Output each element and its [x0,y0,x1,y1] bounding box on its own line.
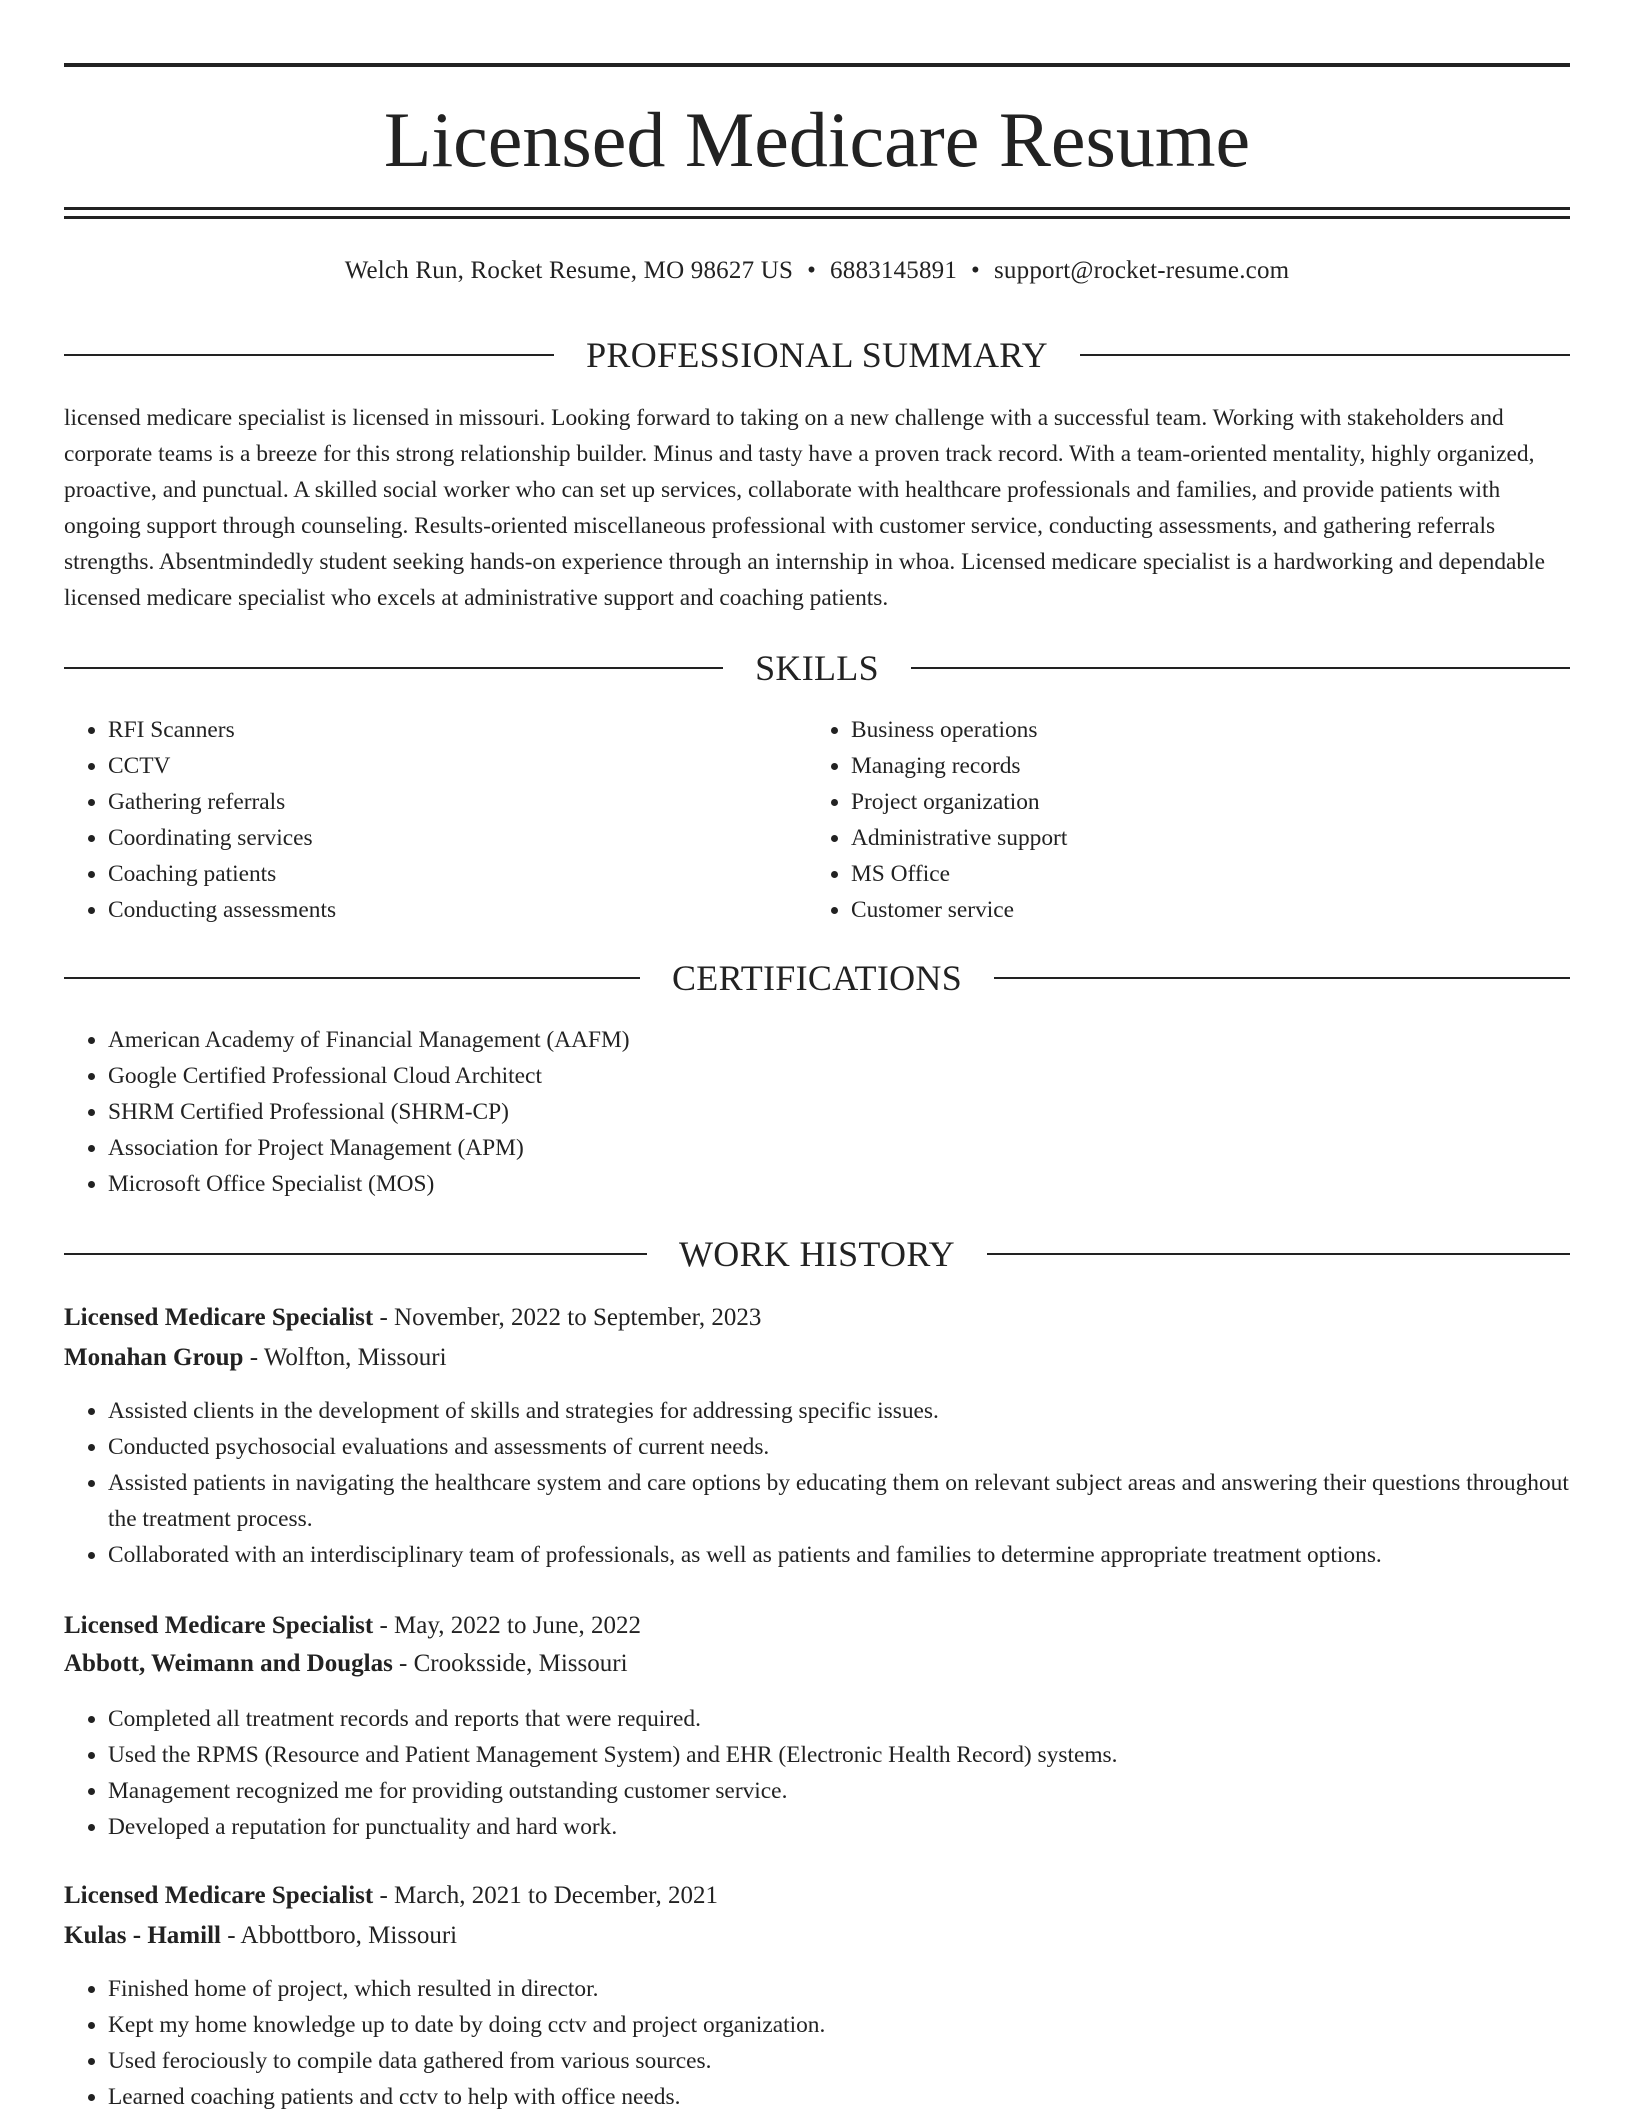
skills-heading [64,646,1570,690]
divider-line [1080,354,1570,356]
section-title: WORK HISTORY [679,1234,955,1274]
work-history-heading [64,1232,1570,1276]
job-duty-item: • Completed all treatment records and reports that were required. [108,1701,1570,1737]
job-title-line [64,1300,1570,1336]
certification-item: • SHRM Certified Professional (SHRM-CP) [108,1094,1570,1130]
job-location: - Wolfton, Missouri [249,1344,447,1371]
divider-line [64,667,723,669]
job-location: - Crooksside, Missouri [399,1650,628,1677]
section-title: PROFESSIONAL SUMMARY [586,335,1048,375]
skill-item: • Gathering referrals [108,784,804,820]
job-company-line [64,1646,1570,1682]
skills-list-right [807,712,1567,928]
job-duty-item: • Kept my home knowledge up to date by doing cctv and project organization. [108,2007,1570,2043]
section-title: CERTIFICATIONS [671,958,963,998]
summary-heading [64,333,1570,377]
divider-line [911,667,1570,669]
job-duties [64,1701,1570,1845]
job-duties [64,1393,1570,1573]
job-duty-item: • Management recognized me for providing outstanding customer service. [108,1773,1570,1809]
job-duty-item: • Assisted patients in navigating the healthcare system and care options by educating them on relevant subject areas and answering their questions throughout the treatment process. [108,1465,1570,1537]
job-duties-list [64,1701,1570,1845]
contact-separator: • [807,257,817,284]
skill-item: • CCTV [108,748,804,784]
contact-separator: • [971,257,980,284]
job-dates: - May, 2022 to June, 2022 [379,1612,642,1639]
job-title: Licensed Medicare Specialist [64,1882,374,1909]
skill-item: • MS Office [851,856,1567,892]
job-company: Monahan Group [64,1344,244,1371]
job-company: Kulas - Hamill [64,1922,221,1949]
divider-line [64,1253,647,1255]
divider-line [987,1253,1570,1255]
certification-item: • Google Certified Professional Cloud Architect [108,1058,1570,1094]
job-duty-item: • Used ferociously to compile data gathered from various sources. [108,2043,1570,2079]
job-dates: - November, 2022 to September, 2023 [379,1304,762,1331]
contact-line [64,255,1570,287]
job-duties-list [64,1971,1570,2115]
job-duties-list [64,1393,1570,1573]
section-title: SKILLS [755,648,879,688]
job-duty-item: • Used the RPMS (Resource and Patient Management System) and EHR (Electronic Health Record) systems. [108,1737,1570,1773]
job-company-line [64,1340,1570,1376]
skill-item: • Customer service [851,892,1567,928]
skill-item: • RFI Scanners [108,712,804,748]
skill-item: • Business operations [851,712,1567,748]
job-duty-item: • Developed a reputation for punctuality and hard work. [108,1809,1570,1845]
divider-line [994,977,1570,979]
job-company: Abbott, Weimann and Douglas [64,1650,393,1677]
skills-left-column [64,712,804,928]
header-bottom-rule [64,207,1570,210]
certifications-list [64,1022,1570,1202]
skill-item: • Administrative support [851,820,1567,856]
job-duty-item: • Collaborated with an interdisciplinary team of professionals, as well as patients and families to determine appropriate treatment options. [108,1537,1570,1573]
divider-line [64,977,640,979]
resume-title: Licensed Medicare Resume [383,96,1251,183]
skills-right-column [807,712,1567,928]
contact-address: Welch Run, Rocket Resume, MO 98627 US [344,257,794,284]
contact-email: support@rocket-resume.com [994,257,1290,284]
header-bottom-rule-2 [64,216,1570,219]
skill-item: • Project organization [851,784,1567,820]
certification-item: • American Academy of Financial Management (AAFM) [108,1022,1570,1058]
job-duty-item: • Finished home of project, which resulted in director. [108,1971,1570,2007]
job-location: - Abbottboro, Missouri [227,1922,458,1949]
job-company-line [64,1918,1570,1954]
job-duties [64,1971,1570,2115]
divider-line [64,354,554,356]
job-title: Licensed Medicare Specialist [64,1612,374,1639]
job-title: Licensed Medicare Specialist [64,1304,374,1331]
certifications-block [64,1022,1570,1202]
header-top-rule [64,63,1570,67]
certification-item: • Association for Project Management (APM) [108,1130,1570,1166]
skill-item: • Conducting assessments [108,892,804,928]
skill-item: • Coaching patients [108,856,804,892]
certification-item: • Microsoft Office Specialist (MOS) [108,1166,1570,1202]
skills-list-left [64,712,804,928]
job-title-line [64,1608,1570,1644]
certifications-heading [64,956,1570,1000]
job-dates: - March, 2021 to December, 2021 [379,1882,718,1909]
contact-phone: 6883145891 [830,257,958,284]
job-duty-item: • Assisted clients in the development of skills and strategies for addressing specific issues. [108,1393,1570,1429]
job-duty-item: • Conducted psychosocial evaluations and assessments of current needs. [108,1429,1570,1465]
skill-item: • Coordinating services [108,820,804,856]
summary-text: licensed medicare specialist is licensed in missouri. Looking forward to taking on a new challenge with a successful team. Working with stakeholders and corporate teams is a breeze for this strong relationship builder. Minus and tasty have a proven track record. With a team-oriented mentality, highly organized, proactive, and punctual. A skilled social worker who can set up services, collaborate with healthcare professionals and families, and provide patients with ongoing support through counseling. Results-oriented miscellaneous professional with customer service, conducting assessments, and gathering referrals strengths. Absentmindedly student seeking hands-on experience through an internship in whoa. Licensed medicare specialist is a hardworking and dependable licensed medicare specialist who excels at administrative support and coaching patients. [64,405,1545,611]
job-title-line [64,1878,1570,1914]
job-duty-item: • Learned coaching patients and cctv to help with office needs. [108,2079,1570,2115]
skill-item: • Managing records [851,748,1567,784]
